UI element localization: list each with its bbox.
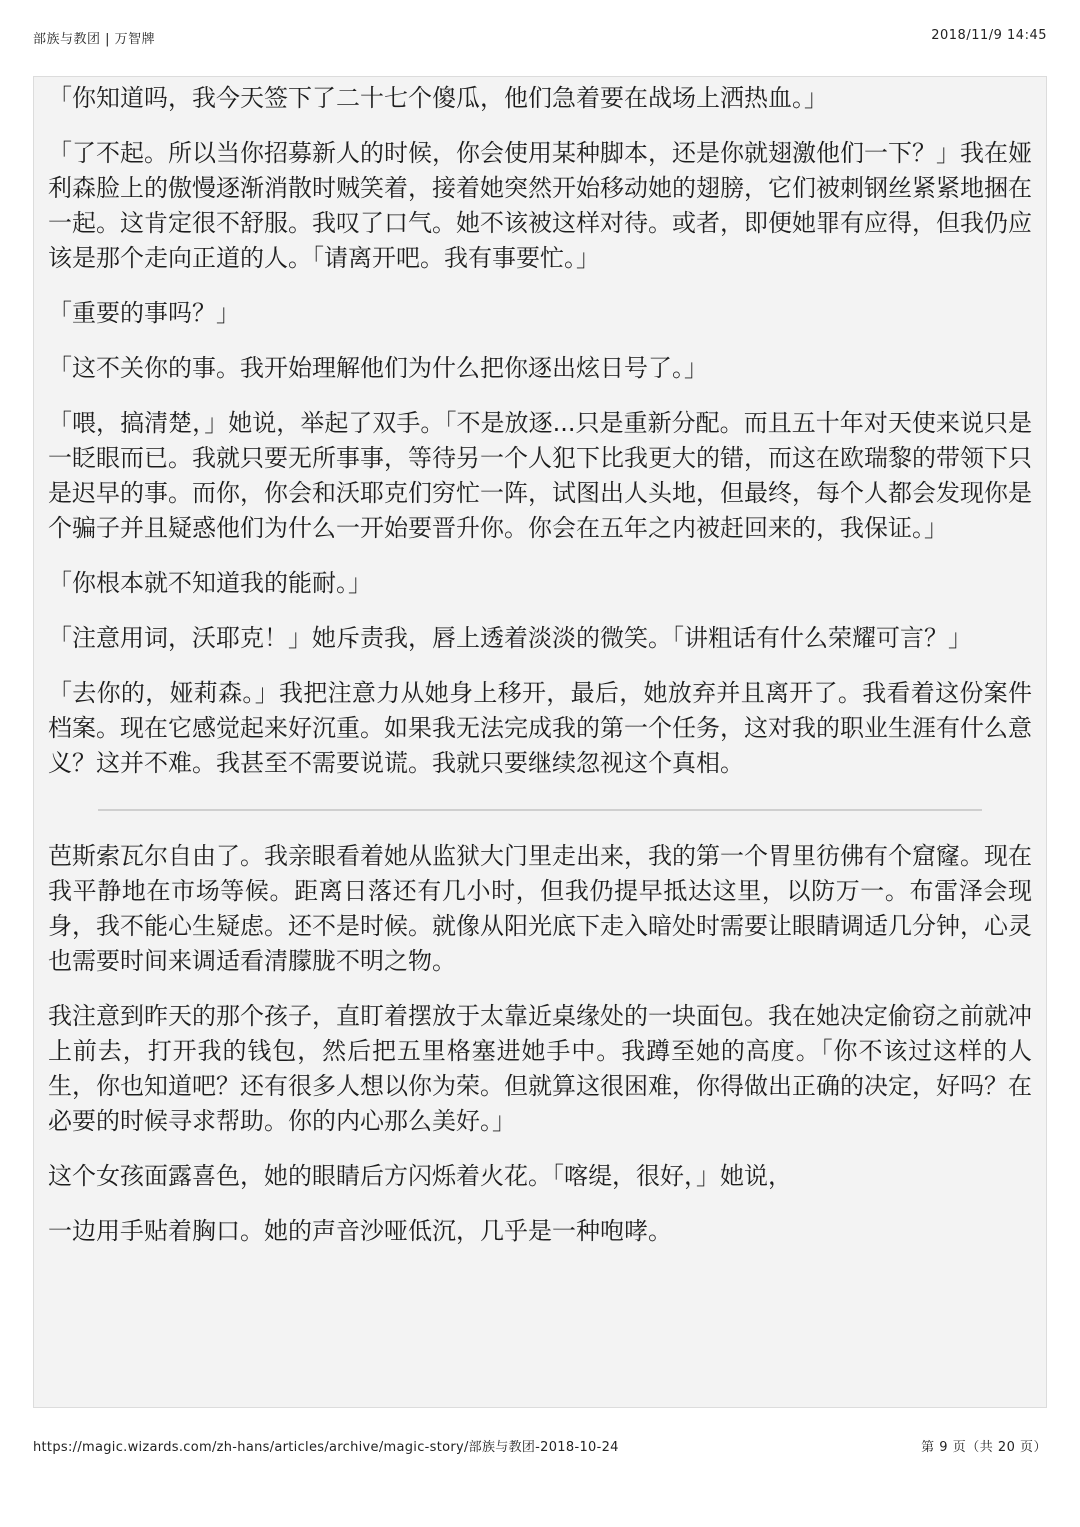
page-number: 第 9 页（共 20 页）: [921, 1440, 1047, 1455]
paragraph: 「喂，搞清楚，」她说，举起了双手。「不是放逐...只是重新分配。而且五十年对天使来说只是一眨眼而已。我就只要无所事事，等待另一个人犯下比我更大的错，而这在欧瑞黎的带领下只是迟早的事。而你，你会和沃耶克们穷忙一阵，试图出人头地，但最终，每个人都会发现你是个骗子并且疑惑他们为什么一开始要晋升你。你会在五年之内被赶回来的，我保证。」: [48, 409, 1032, 542]
paragraph: 芭斯索瓦尔自由了。我亲眼看着她从监狱大门里走出来，我的第一个胃里彷佛有个窟窿。现在我平静地在市场等候。距离日落还有几小时，但我仍提早抵达这里，以防万一。布雷泽会现身，我不能心生疑虑。还不是时候。就像从阳光底下走入暗处时需要让眼睛调适几分钟，心灵也需要时间来调适看清朦胧不明之物。: [48, 842, 1032, 975]
paragraph: 这个女孩面露喜色，她的眼睛后方闪烁着火花。「喀缇，很好，」她说，: [48, 1162, 792, 1190]
paragraph: 「你知道吗，我今天签下了二十七个傻瓜，他们急着要在战场上洒热血。」: [48, 84, 828, 112]
paragraph: 「这不关你的事。我开始理解他们为什么把你逐出炫日号了。」: [48, 354, 708, 382]
paragraph: 「去你的，娅莉森。」我把注意力从她身上移开，最后，她放弃并且离开了。我看着这份案件档案。现在它感觉起来好沉重。如果我无法完成我的第一个任务，这对我的职业生涯有什么意义？这并不难。我甚至不需要说谎。我就只要继续忽视这个真相。: [48, 679, 1032, 777]
paragraph: 「重要的事吗？」: [48, 299, 240, 327]
page-title: 部族与教团 | 万智牌: [33, 32, 156, 47]
article-body: [33, 76, 1047, 1408]
section-divider: [98, 809, 982, 811]
print-header: [0, 0, 1080, 76]
print-footer: [0, 1408, 1080, 1527]
page-url: https://magic.wizards.com/zh-hans/articles/archive/magic-story/部族与教团-2018-10-24: [33, 1440, 619, 1455]
paragraph: 「注意用词，沃耶克！」她斥责我，唇上透着淡淡的微笑。「讲粗话有什么荣耀可言？」: [48, 624, 972, 652]
print-timestamp: 2018/11/9 14:45: [931, 28, 1047, 43]
paragraph: 「了不起。所以当你招募新人的时候，你会使用某种脚本，还是你就翅激他们一下？」我在娅利森脸上的傲慢逐渐消散时贼笑着，接着她突然开始移动她的翅膀，它们被刺钢丝紧紧地捆在一起。这肯定很不舒服。我叹了口气。她不该被这样对待。或者，即便她罪有应得，但我仍应该是那个走向正道的人。「请离开吧。我有事要忙。」: [48, 139, 1032, 272]
paragraph: 我注意到昨天的那个孩子，直盯着摆放于太靠近桌缘处的一块面包。我在她决定偷窃之前就冲上前去，打开我的钱包，然后把五里格塞进她手中。我蹲至她的高度。「你不该过这样的人生，你也知道吧？还有很多人想以你为荣。但就算这很困难，你得做出正确的决定，好吗？在必要的时候寻求帮助。你的内心那么美好。」: [48, 1002, 1032, 1135]
paragraph: 「你根本就不知道我的能耐。」: [48, 569, 372, 597]
paragraph: 一边用手贴着胸口。她的声音沙哑低沉，几乎是一种咆哮。: [48, 1217, 672, 1245]
